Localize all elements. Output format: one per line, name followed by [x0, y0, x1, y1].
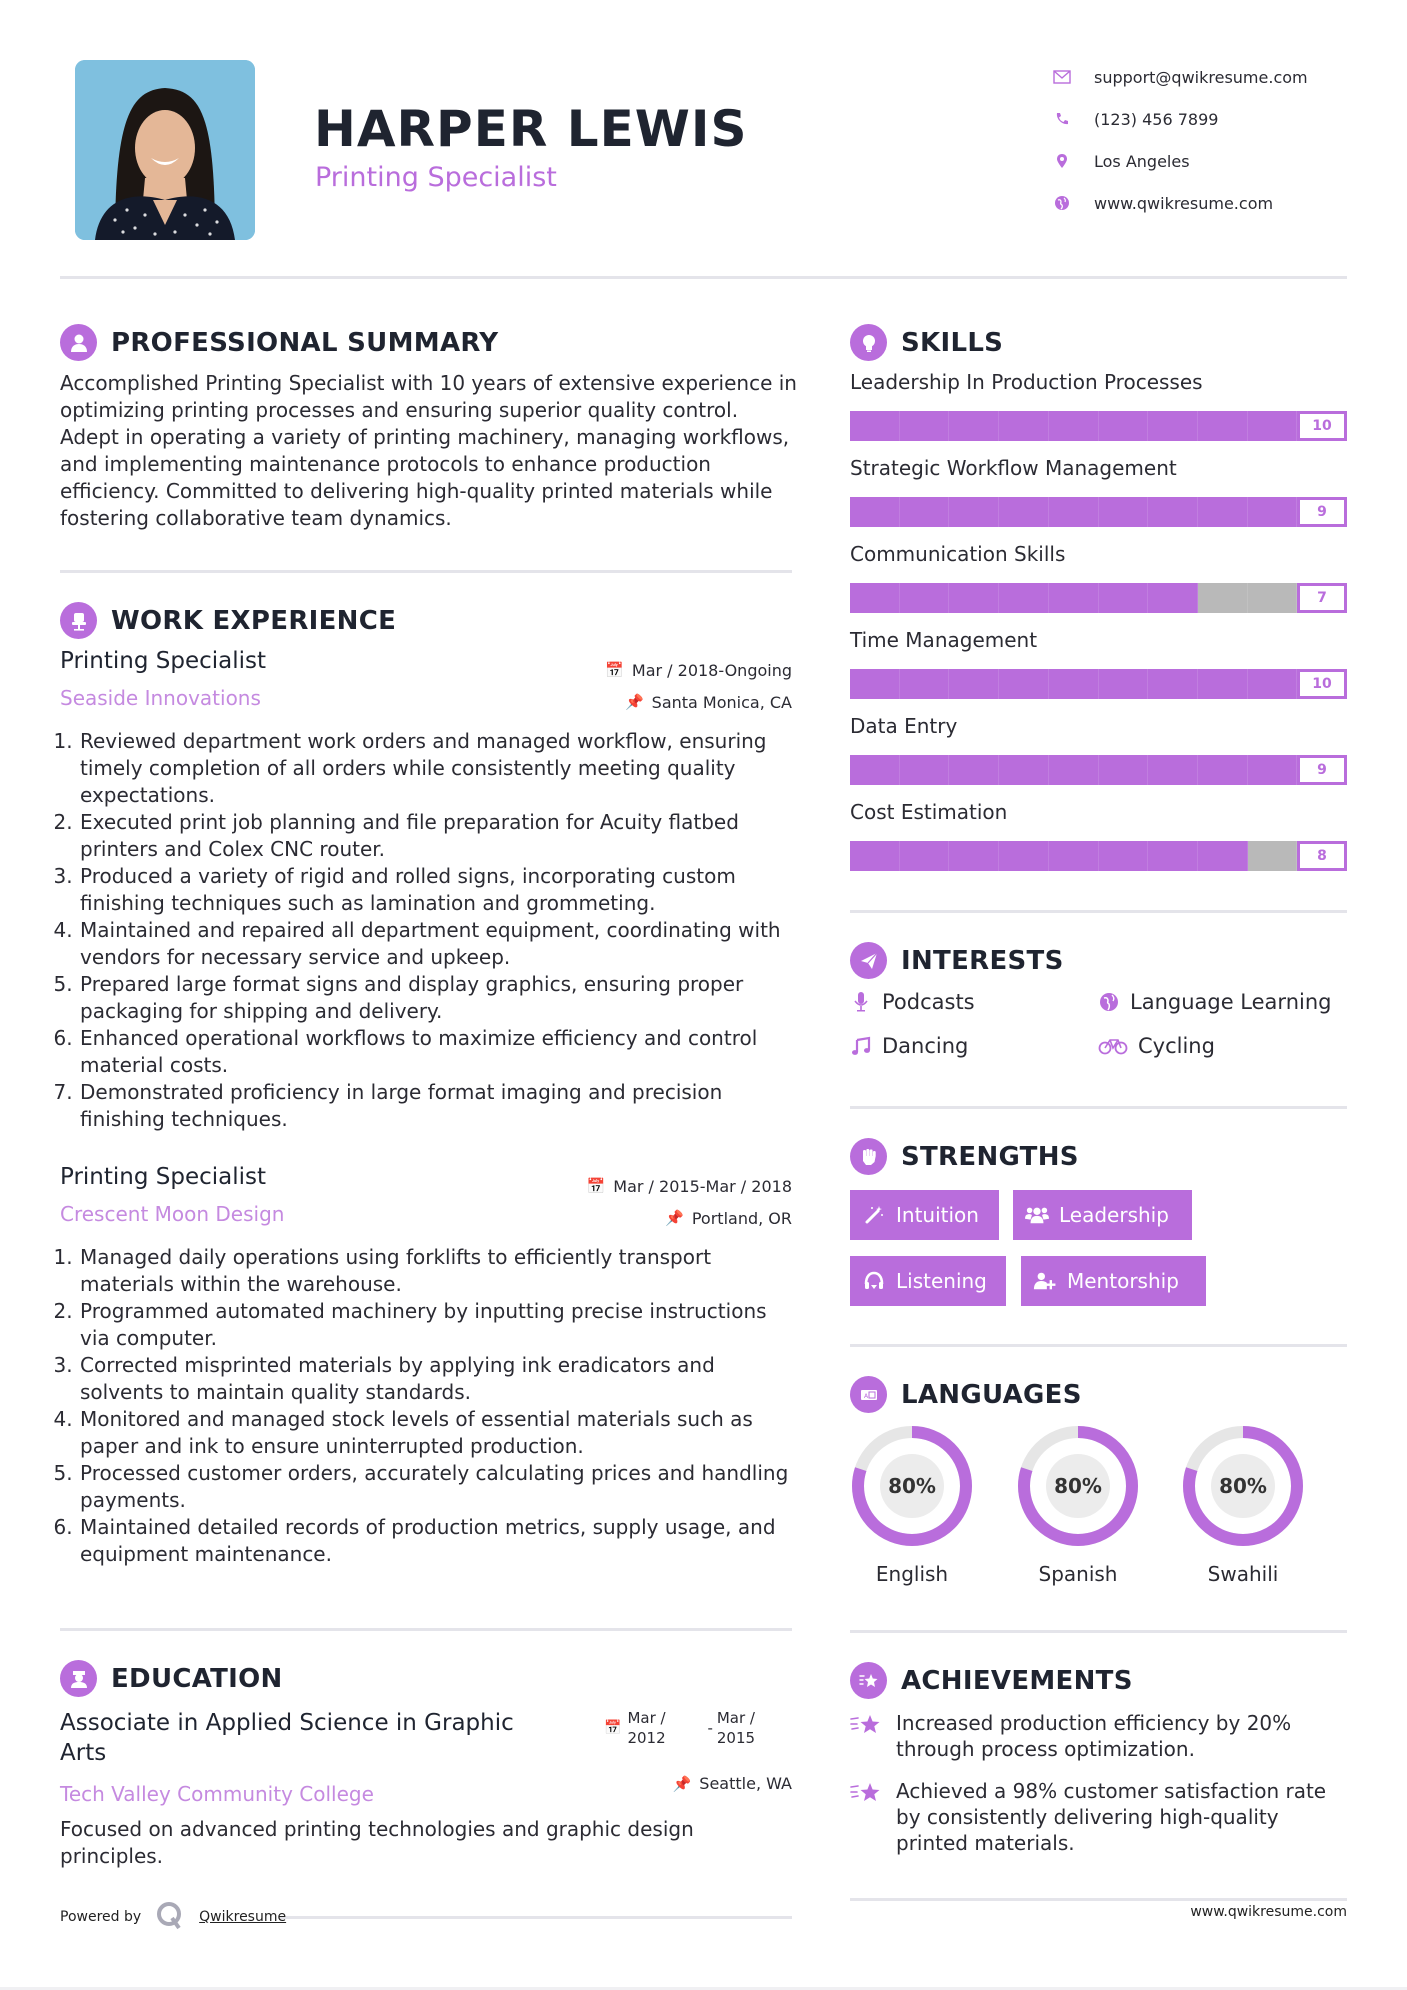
skill-bar-segment — [999, 669, 1049, 699]
lightbulb-icon — [850, 324, 887, 361]
calendar-icon: 📅 — [605, 661, 624, 679]
skill-level-value: 10 — [1297, 669, 1347, 699]
qwikresume-logo-icon — [155, 1900, 185, 1934]
interest-item — [850, 1034, 968, 1058]
interest-item — [1098, 1034, 1215, 1058]
skill-level-value: 9 — [1297, 497, 1347, 527]
language-percent: 80% — [888, 1474, 936, 1498]
contact-email[interactable] — [1050, 56, 1308, 98]
job-company: Seaside Innovations — [60, 686, 261, 710]
raised-fist-icon — [850, 1138, 887, 1175]
candidate-name: HARPER LEWIS — [314, 100, 748, 158]
job-bullets — [60, 728, 792, 1133]
graduate-icon — [60, 1660, 97, 1697]
skill-bar-segment — [1198, 583, 1248, 613]
skill-name: Cost Estimation — [850, 800, 1008, 824]
skill-level-value: 9 — [1297, 755, 1347, 785]
skill-bar-segment — [949, 583, 999, 613]
skill-name: Data Entry — [850, 714, 958, 738]
skill-bar-segment — [1049, 497, 1099, 527]
achievements-title: ACHIEVEMENTS — [901, 1665, 1133, 1696]
job-location: Santa Monica, CA — [651, 692, 792, 712]
contact-location-text: Los Angeles — [1094, 151, 1190, 171]
office-chair-icon — [60, 602, 97, 639]
job-bullet: 3. Produced a variety of rigid and rolled signs, incorporating custom finishing techniques such as lamination and grommeting. — [79, 863, 792, 917]
languages-heading — [850, 1376, 1082, 1413]
footer-website[interactable]: www.qwikresume.com — [1190, 1904, 1347, 1920]
skill-bar-segment — [999, 583, 1049, 613]
bicycle-icon — [1098, 1035, 1128, 1057]
job-meta — [605, 654, 792, 718]
paper-plane-icon — [850, 942, 887, 979]
summary-title: PROFESSIONAL SUMMARY — [111, 327, 499, 358]
skill-bar-segment — [850, 841, 900, 871]
job-bullet: 2. Programmed automated machinery by inputting precise instructions via computer. — [79, 1298, 792, 1352]
skill-bar-segment — [1198, 669, 1248, 699]
footer-divider-left — [280, 1916, 792, 1919]
shooting-star-icon — [850, 1710, 882, 1762]
skill-bar-segment — [1148, 497, 1198, 527]
skill-bar-segment — [900, 669, 950, 699]
job-bullet: 4. Monitored and managed stock levels of essential materials such as paper and ink to ensure uninterrupted production. — [79, 1406, 792, 1460]
work-heading — [60, 602, 396, 639]
skill-level-bar — [850, 583, 1347, 613]
skill-bar-segment — [900, 583, 950, 613]
skill-item — [850, 456, 1347, 527]
job-dates: Mar / 2015-Mar / 2018 — [613, 1176, 792, 1196]
strength-label: Mentorship — [1067, 1269, 1179, 1293]
svg-text:A: A — [863, 1392, 868, 1400]
skill-bar-segment — [1148, 755, 1198, 785]
contact-phone[interactable] — [1050, 98, 1308, 140]
skill-name: Time Management — [850, 628, 1038, 652]
skill-bar-segment — [1198, 841, 1248, 871]
magic-wand-icon — [862, 1204, 886, 1226]
job-bullet: 1. Reviewed department work orders and managed workflow, ensuring timely completion of all orders while consistently meeting quality expectations. — [79, 728, 792, 809]
interests-title: INTERESTS — [901, 945, 1064, 976]
job-title: Printing Specialist — [60, 1164, 267, 1190]
contact-phone-text: (123) 456 7899 — [1094, 109, 1219, 129]
skill-bar-segment — [1099, 669, 1149, 699]
job-company: Crescent Moon Design — [60, 1202, 285, 1226]
language-progress-ring — [850, 1424, 974, 1548]
footer-divider-right — [850, 1898, 1347, 1901]
skill-name: Leadership In Production Processes — [850, 370, 1203, 394]
calendar-icon: 📅 — [604, 1720, 622, 1736]
skill-level-bar — [850, 411, 1347, 441]
language-percent: 80% — [1219, 1474, 1267, 1498]
education-entry — [60, 1708, 792, 1878]
interests-heading — [850, 942, 1064, 979]
skill-bar-segment — [850, 755, 900, 785]
skill-bar-segment — [1198, 497, 1248, 527]
summary-divider — [60, 570, 792, 573]
globe-icon — [1050, 194, 1074, 212]
skill-name: Communication Skills — [850, 542, 1066, 566]
skill-bar-segment — [949, 497, 999, 527]
summary-heading — [60, 324, 498, 361]
interest-label: Cycling — [1138, 1034, 1215, 1058]
headphones-icon — [862, 1270, 886, 1292]
qwikresume-link[interactable]: Qwikresume — [199, 1909, 287, 1925]
user-plus-icon — [1033, 1270, 1057, 1292]
language-progress-ring — [1016, 1424, 1140, 1548]
skill-bar-segment — [900, 755, 950, 785]
skills-heading — [850, 324, 1003, 361]
education-location: Seattle, WA — [699, 1774, 792, 1793]
education-start: Mar / 2012 — [627, 1709, 666, 1747]
group-icon — [1025, 1204, 1049, 1226]
calendar-icon: 📅 — [586, 1177, 606, 1195]
education-dates — [604, 1708, 767, 1748]
job-bullets — [60, 1244, 792, 1568]
language-item — [1016, 1424, 1140, 1586]
language-item — [1181, 1424, 1305, 1586]
skill-level-bar — [850, 841, 1347, 871]
education-location-row — [673, 1774, 792, 1793]
degree: Associate in Applied Science in Graphic Arts — [60, 1710, 514, 1766]
skill-bar-segment — [1248, 755, 1298, 785]
summary-text: Accomplished Printing Specialist with 10 years of extensive experience in optimizing printing processes and ensuring superior quality control. Adept in operating a variety of printing machinery, managing workflows, and implementing maintenance protocols to enhance production efficiency. Committed to delivering high-quality printed materials while fostering collaborative team dynamics. — [60, 371, 797, 530]
pushpin-icon: 📌 — [672, 1774, 692, 1793]
skill-item — [850, 714, 1347, 785]
candidate-role: Printing Specialist — [315, 162, 557, 193]
education-title: EDUCATION — [111, 1663, 283, 1694]
job-bullet: 5. Processed customer orders, accurately calculating prices and handling payments. — [79, 1460, 792, 1514]
skill-item — [850, 542, 1347, 613]
skill-bar-segment — [1099, 497, 1149, 527]
envelope-icon — [1050, 68, 1074, 86]
skill-level-value: 7 — [1297, 583, 1347, 613]
job-location: Portland, OR — [691, 1208, 792, 1228]
strength-chip-intuition — [850, 1190, 999, 1240]
strengths-title: STRENGTHS — [901, 1141, 1079, 1172]
skill-bar-segment — [1248, 411, 1298, 441]
language-item — [850, 1424, 974, 1586]
job-dates: Mar / 2018-Ongoing — [631, 660, 792, 680]
skill-bar-segment — [850, 669, 900, 699]
skill-bar-segment — [949, 755, 999, 785]
job-entry-2 — [60, 1164, 792, 1568]
skill-bar-segment — [900, 411, 950, 441]
skill-level-bar — [850, 669, 1347, 699]
skill-bar-segment — [1049, 755, 1099, 785]
strength-chip-listening — [850, 1256, 1006, 1306]
achievement-text: Increased production efficiency by 20% through process optimization. — [896, 1711, 1292, 1761]
skill-bar-segment — [999, 411, 1049, 441]
skill-bar-segment — [1148, 583, 1198, 613]
language-progress-ring — [1181, 1424, 1305, 1548]
interest-item — [1098, 990, 1331, 1014]
work-divider — [60, 1628, 792, 1631]
skills-title: SKILLS — [901, 327, 1004, 358]
skill-bar-segment — [1099, 841, 1149, 871]
contact-email-text: support@qwikresume.com — [1094, 67, 1308, 87]
skill-bar-segment — [949, 669, 999, 699]
job-entry-1 — [60, 648, 792, 1133]
skill-bar-segment — [1049, 669, 1099, 699]
interest-label: Podcasts — [882, 990, 975, 1014]
header-divider — [60, 276, 1347, 279]
education-end: Mar / 2015 — [716, 1709, 756, 1747]
strength-label: Intuition — [896, 1203, 979, 1227]
job-bullet: 2. Executed print job planning and file preparation for Acuity flatbed printers and Colex CNC router. — [79, 809, 792, 863]
powered-by-label: Powered by — [60, 1909, 142, 1925]
achievement-text: Achieved a 98% customer satisfaction rate by consistently delivering high-quality printed materials. — [896, 1779, 1327, 1855]
contact-list — [1050, 56, 1308, 224]
education-description: Focused on advanced printing technologies and graphic design principles. — [60, 1817, 694, 1868]
strength-label: Leadership — [1059, 1203, 1169, 1227]
skill-bar-segment — [999, 841, 1049, 871]
globe-icon — [1098, 991, 1120, 1013]
music-note-icon — [850, 1035, 872, 1057]
skill-bar-segment — [999, 497, 1049, 527]
skill-level-value: 8 — [1297, 841, 1347, 871]
languages-divider — [850, 1630, 1347, 1633]
interest-item — [850, 990, 975, 1014]
skill-bar-segment — [900, 497, 950, 527]
strength-chip-mentorship — [1021, 1256, 1206, 1306]
school: Tech Valley Community College — [60, 1782, 374, 1806]
skill-bar-segment — [1248, 669, 1298, 699]
skill-bar-segment — [999, 755, 1049, 785]
pushpin-icon: 📌 — [624, 693, 644, 711]
job-bullet: 6. Maintained detailed records of production metrics, supply usage, and equipment maintenance. — [79, 1514, 792, 1568]
job-bullet: 7. Demonstrated proficiency in large format imaging and precision finishing techniques. — [79, 1079, 792, 1133]
skill-item — [850, 800, 1347, 871]
language-name: Swahili — [1207, 1562, 1279, 1586]
skill-level-bar — [850, 755, 1347, 785]
language-icon — [850, 1376, 887, 1413]
phone-icon — [1050, 110, 1074, 128]
microphone-icon — [850, 991, 872, 1013]
shooting-star-icon — [850, 1778, 882, 1856]
skill-bar-segment — [1148, 669, 1198, 699]
skill-name: Strategic Workflow Management — [850, 456, 1177, 480]
skill-bar-segment — [949, 841, 999, 871]
skill-bar-segment — [1198, 411, 1248, 441]
date-separator: - — [707, 1719, 713, 1737]
skill-bar-segment — [1148, 411, 1198, 441]
job-bullet: 5. Prepared large format signs and display graphics, ensuring proper packaging for shipping and delivery. — [79, 971, 792, 1025]
skill-bar-segment — [850, 497, 900, 527]
language-percent: 80% — [1054, 1474, 1102, 1498]
work-title: WORK EXPERIENCE — [111, 605, 397, 636]
skill-item — [850, 628, 1347, 699]
skill-bar-segment — [1099, 411, 1149, 441]
job-bullet: 3. Corrected misprinted materials by applying ink eradicators and solvents to maintain quality standards. — [79, 1352, 792, 1406]
skill-bar-segment — [1148, 841, 1198, 871]
achievement-item — [850, 1710, 1350, 1762]
skill-item — [850, 370, 1347, 441]
powered-by — [60, 1900, 286, 1934]
skill-bar-segment — [1099, 583, 1149, 613]
languages-title: LANGUAGES — [901, 1379, 1082, 1410]
skill-bar-segment — [850, 583, 900, 613]
job-bullet: 4. Maintained and repaired all department equipment, coordinating with vendors for necessary service and upkeep. — [79, 917, 792, 971]
job-meta — [587, 1170, 792, 1234]
skill-bar-segment — [1049, 411, 1099, 441]
strengths-heading — [850, 1138, 1079, 1175]
job-bullet: 1. Managed daily operations using forklifts to efficiently transport materials within the warehouse. — [79, 1244, 792, 1298]
language-name: English — [875, 1562, 949, 1586]
skill-bar-segment — [1248, 583, 1298, 613]
user-icon — [60, 324, 97, 361]
skill-bar-segment — [1248, 841, 1298, 871]
interest-label: Dancing — [882, 1034, 969, 1058]
language-name: Spanish — [1038, 1562, 1118, 1586]
map-pin-icon — [1050, 152, 1074, 170]
skill-bar-segment — [1198, 755, 1248, 785]
job-title: Printing Specialist — [60, 648, 267, 674]
education-heading — [60, 1660, 283, 1697]
achievements-heading — [850, 1662, 1133, 1699]
shooting-star-icon — [850, 1662, 887, 1699]
person-portrait-icon — [75, 60, 255, 240]
profile-photo — [75, 60, 255, 240]
skill-bar-segment — [1049, 583, 1099, 613]
contact-website-text: www.qwikresume.com — [1094, 193, 1274, 213]
skill-bar-segment — [1049, 841, 1099, 871]
job-bullet: 6. Enhanced operational workflows to maximize efficiency and control material costs. — [79, 1025, 792, 1079]
strength-chip-leadership — [1013, 1190, 1192, 1240]
skills-divider — [850, 910, 1347, 913]
strength-label: Listening — [896, 1269, 987, 1293]
interest-label: Language Learning — [1130, 990, 1332, 1014]
skill-level-bar — [850, 497, 1347, 527]
strengths-divider — [850, 1344, 1347, 1347]
interests-divider — [850, 1106, 1347, 1109]
pushpin-icon: 📌 — [665, 1209, 684, 1227]
skill-bar-segment — [1248, 497, 1298, 527]
skill-bar-segment — [850, 411, 900, 441]
skill-level-value: 10 — [1297, 411, 1347, 441]
skill-bar-segment — [900, 841, 950, 871]
contact-location — [1050, 140, 1308, 182]
skill-bar-segment — [1099, 755, 1149, 785]
contact-website[interactable] — [1050, 182, 1308, 224]
achievement-item — [850, 1778, 1350, 1856]
skill-bar-segment — [949, 411, 999, 441]
